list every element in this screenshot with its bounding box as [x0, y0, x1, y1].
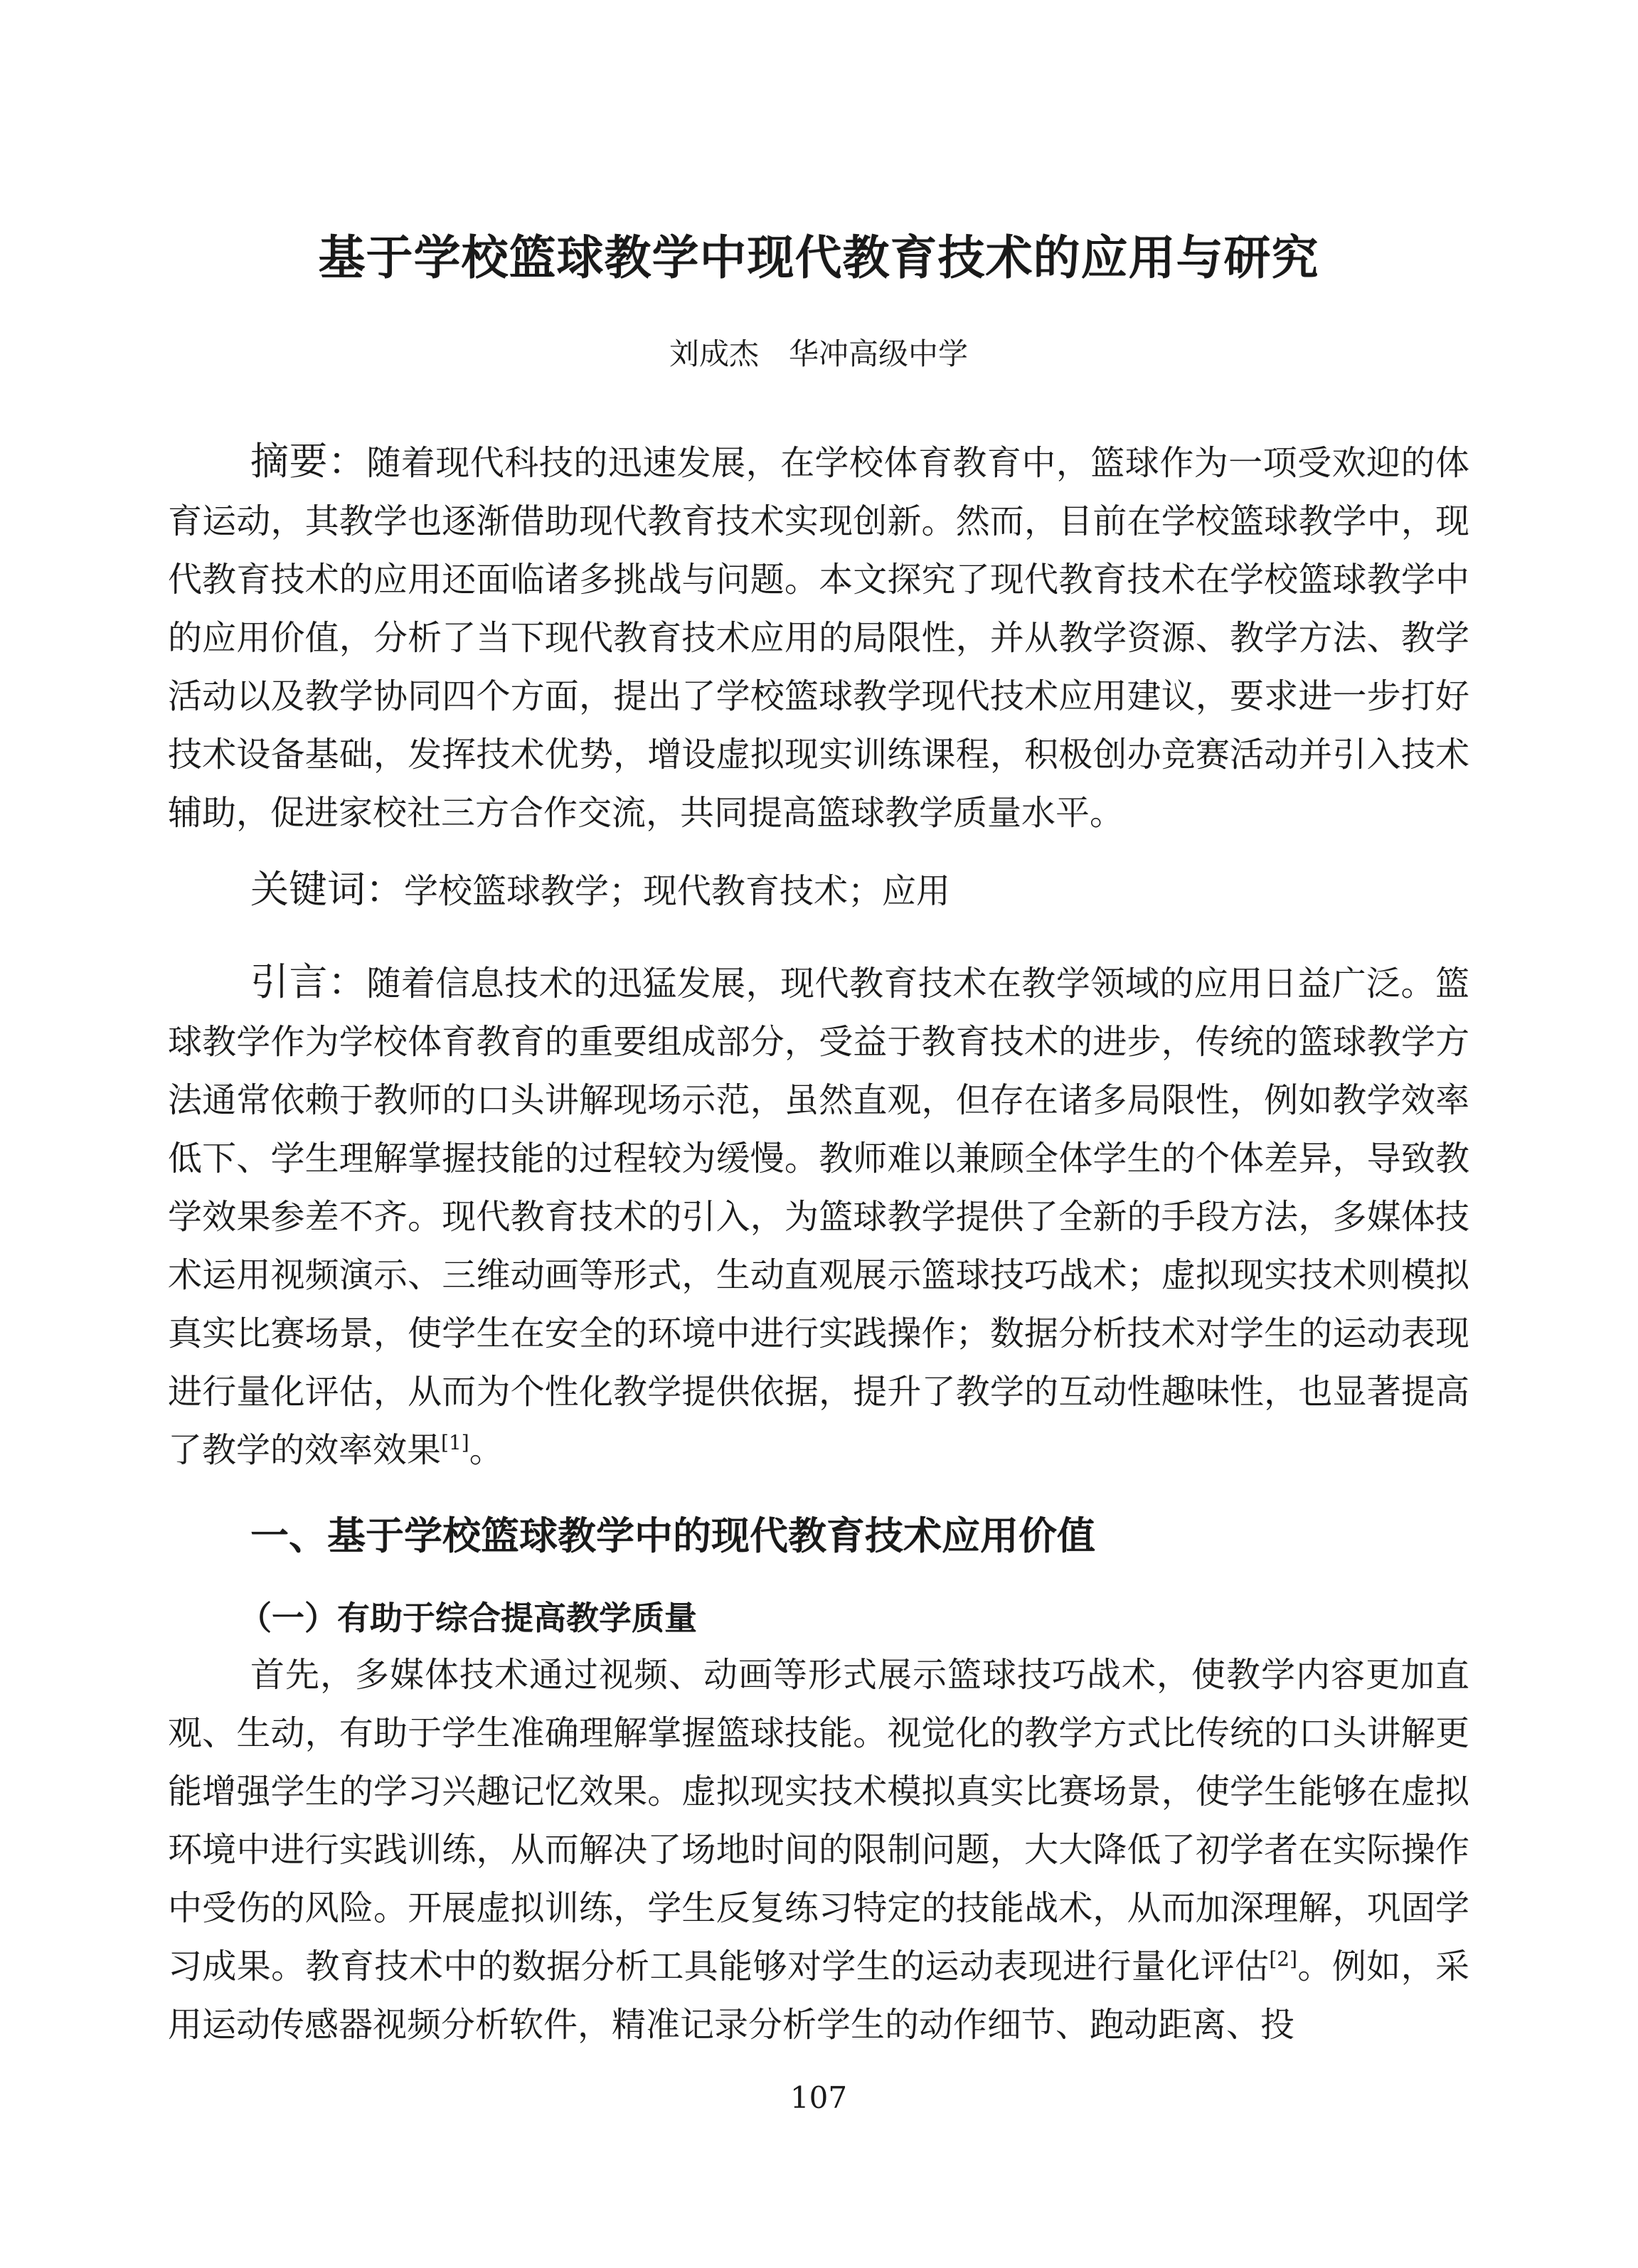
section-heading: 一、基于学校篮球教学中的现代教育技术应用价值: [250, 1513, 1095, 1558]
citation-2: [2]: [1269, 1947, 1298, 1971]
introduction-text: 随着信息技术的迅猛发展，现代教育技术在教学领域的应用日益广泛。篮球教学作为学校体育教育的重要组成部分，受益于教育技术的进步，传统的篮球教学方法通常依赖于教师的口头讲解现场示范，虽然直观，但存在诸多局限性，例如教学效率低下、学生理解掌握技能的过程较为缓慢。教师难以兼顾全体学生的个体差异，导致教学效果参差不齐。现代教育技术的引入，为篮球教学提供了全新的手段方法，多媒体技术运用视频演示、三维动画等形式，生动直观展示篮球技巧战术；虚拟现实技术则模拟真实比赛场景，使学生在安全的环境中进行实践操作；数据分析技术对学生的运动表现进行量化评估，从而为个性化教学提供依据，提升了教学的互动性趣味性，也显著提高了教学的效率效果: [168, 964, 1469, 1470]
keywords-label: 关键词：: [250, 867, 404, 912]
paper-page: [168, 0, 1469, 2268]
keywords-paragraph: [168, 861, 1469, 920]
introduction-paragraph: [168, 953, 1469, 1479]
introduction-label: 引言：: [250, 959, 367, 1004]
abstract-text: 随着现代科技的迅速发展，在学校体育教育中，篮球作为一项受欢迎的体育运动，其教学也逐渐借助现代教育技术实现创新。然而，目前在学校篮球教学中，现代教育技术的应用还面临诸多挑战与问题。本文探究了现代教育技术在学校篮球教学中的应用价值，分析了当下现代教育技术应用的局限性，并从教学资源、教学方法、教学活动以及教学协同四个方面，提出了学校篮球教学现代技术应用建议，要求进一步打好技术设备基础，发挥技术优势，增设虚拟现实训练课程，积极创办竞赛活动并引入技术辅助，促进家校社三方合作交流，共同提高篮球教学质量水平。: [168, 443, 1469, 833]
section-body-paragraph: [168, 1646, 1469, 2054]
abstract-label: 摘要：: [250, 439, 367, 484]
section-body-text-after: 。例如，采用运动传感器视频分析软件，精准记录分析学生的动作细节、跑动距离、投: [168, 1947, 1469, 2045]
section-body-text: 首先，多媒体技术通过视频、动画等形式展示篮球技巧战术，使教学内容更加直观、生动，有助于学生准确理解掌握篮球技能。视觉化的教学方式比传统的口头讲解更能增强学生的学习兴趣记忆效果。虚拟现实技术模拟真实比赛场景，使学生能够在虚拟环境中进行实践训练，从而解决了场地时间的限制问题，大大降低了初学者在实际操作中受伤的风险。开展虚拟训练，学生反复练习特定的技能战术，从而加深理解，巩固学习成果。教育技术中的数据分析工具能够对学生的运动表现进行量化评估: [168, 1655, 1469, 1986]
abstract-paragraph: [168, 432, 1469, 842]
author-affiliation: 刘成杰 华冲高级中学: [669, 336, 968, 371]
subsection-heading: （一）有助于综合提高教学质量: [239, 1599, 697, 1637]
paper-title: 基于学校篮球教学中现代教育技术的应用与研究: [318, 230, 1319, 285]
page-number: 107: [789, 2080, 848, 2115]
introduction-end: 。: [469, 1430, 504, 1470]
citation-1: [1]: [441, 1431, 469, 1454]
keywords-text: 学校篮球教学；现代教育技术；应用: [404, 871, 951, 911]
